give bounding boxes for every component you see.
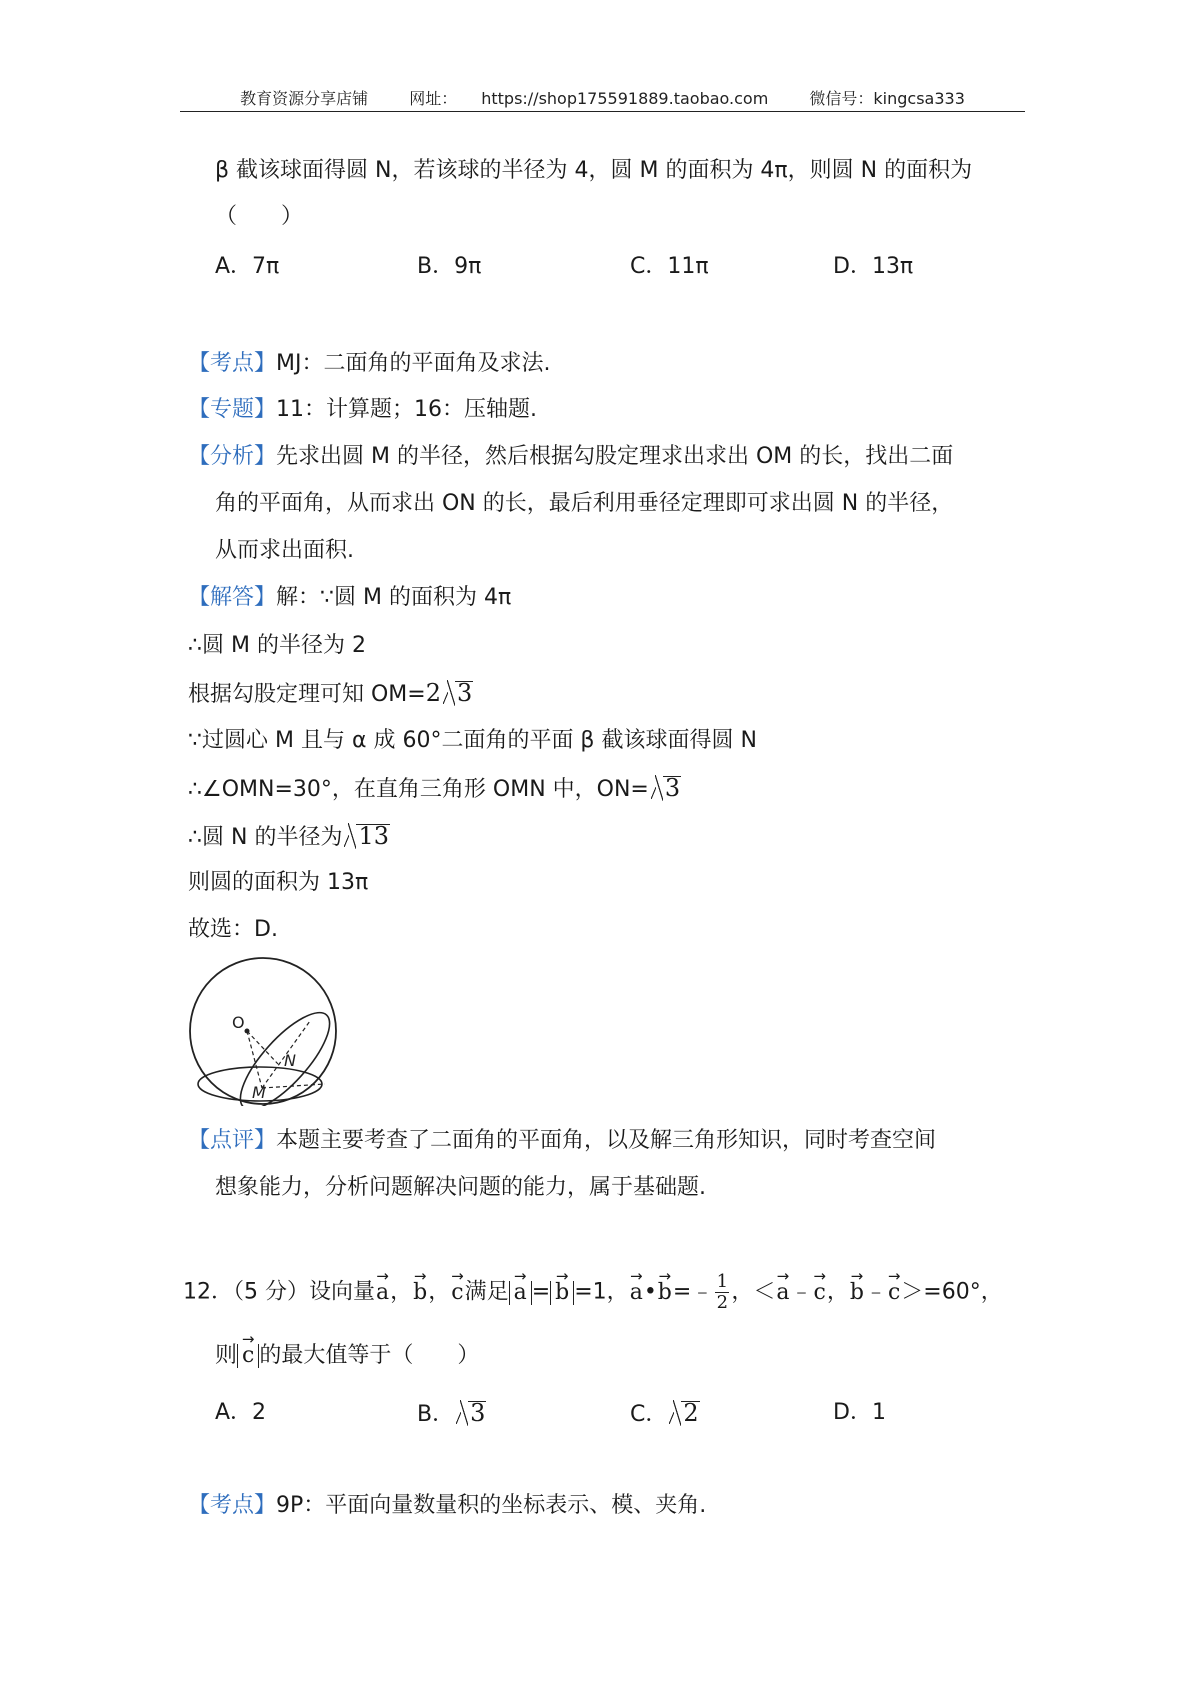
- frac-num: 1: [716, 1271, 729, 1292]
- solution-line-8: 故选：D.: [188, 917, 278, 942]
- abs-b-vector: → b: [554, 1281, 570, 1305]
- zhuanti-tag: 【专题】: [188, 397, 277, 422]
- equals-minus: =﹣: [672, 1279, 714, 1305]
- q12-option-d: D．1: [833, 1400, 886, 1425]
- q12-number: 12．（5 分）设向量: [183, 1279, 375, 1305]
- equals-one: =1，: [574, 1279, 629, 1305]
- equals-1: =: [531, 1279, 551, 1305]
- label-m: M: [252, 1083, 266, 1102]
- dianping-text-1: 本题主要考查了二面角的平面角，以及解三角形知识，同时考查空间: [276, 1128, 937, 1153]
- minus-2: ﹣: [864, 1279, 887, 1305]
- angle-open: ＜: [753, 1279, 776, 1305]
- om-text: 根据勾股定理可知 OM=: [188, 682, 426, 707]
- fenxi-text-2: 角的平面角，从而求出 ON 的长，最后利用垂径定理即可求出圆 N 的半径，: [215, 491, 954, 516]
- sep-3: ，: [826, 1279, 849, 1305]
- dianping-tag: 【点评】: [188, 1128, 277, 1153]
- jieda-line: [188, 583, 511, 613]
- q11-option-d: D．13π: [833, 254, 914, 279]
- kaodian-line: [188, 349, 550, 379]
- q12-option-c: [630, 1398, 699, 1430]
- sqrt-13: 13: [344, 821, 389, 851]
- frac-den: 2: [716, 1292, 729, 1313]
- comma: ，: [731, 1279, 754, 1305]
- label-o: O: [232, 1013, 245, 1032]
- label-n: N: [284, 1051, 296, 1070]
- angle-c1: → c: [813, 1273, 827, 1313]
- q12-option-b: [417, 1398, 485, 1430]
- q12-line-2: [215, 1340, 479, 1372]
- abs-c-vector: → c: [241, 1344, 255, 1368]
- om-coef: 2: [425, 679, 442, 707]
- zhuanti-text: 11：计算题；16：压轴题.: [276, 397, 537, 422]
- q12-kaodian-line: [188, 1491, 706, 1521]
- abs-c: [237, 1344, 259, 1368]
- header-divider: [180, 111, 1025, 112]
- fenxi-tag: 【分析】: [188, 444, 277, 469]
- jieda-text: 解：∵圆 M 的面积为 4π: [276, 585, 512, 610]
- dianping-text-2: 想象能力，分析问题解决问题的能力，属于基础题.: [215, 1175, 706, 1200]
- abs-b: [550, 1281, 574, 1305]
- minus-1: ﹣: [790, 1279, 813, 1305]
- sphere-figure: [180, 956, 350, 1106]
- center-o-dot: [245, 1029, 250, 1034]
- radius-n-text: ∴圆 N 的半径为: [188, 825, 343, 850]
- solution-line-7: 则圆的面积为 13π: [188, 870, 369, 895]
- site-label: 网址：: [409, 89, 458, 108]
- zhuanti-line: [188, 395, 537, 425]
- vector-b: → b: [412, 1273, 428, 1313]
- fenxi-text-3: 从而求出面积.: [215, 538, 354, 563]
- kaodian-text: MJ：二面角的平面角及求法.: [276, 351, 551, 376]
- q11-paren: （ ）: [215, 204, 304, 229]
- vector-c: → c: [450, 1273, 464, 1313]
- fenxi-text-1: 先求出圆 M 的半径，然后根据勾股定理求出求出 OM 的长，找出二面: [276, 444, 954, 469]
- dot-a: → a: [629, 1273, 644, 1313]
- sep-2: ，: [428, 1279, 451, 1305]
- solution-line-2: ∴圆 M 的半径为 2: [188, 633, 366, 658]
- q11-stem: β 截该球面得圆 N，若该球的半径为 4，圆 M 的面积为 4π，则圆 N 的面积为: [215, 158, 973, 183]
- sqrt-3-om: 3: [443, 678, 472, 708]
- on-text: ∴∠OMN=30°，在直角三角形 OMN 中，ON=: [188, 777, 649, 802]
- sqrt-3-on: 3: [651, 773, 680, 803]
- page-header: [180, 86, 1025, 109]
- fraction-half: [715, 1272, 729, 1313]
- solution-line-6: [188, 821, 389, 853]
- fenxi-line: [188, 442, 953, 472]
- opt-c-prefix: C．: [630, 1402, 668, 1427]
- dot-symbol: •: [643, 1279, 657, 1305]
- dot-b: → b: [657, 1273, 673, 1313]
- angle-a: → a: [775, 1273, 790, 1313]
- site-url: https://shop175591889.taobao.com: [481, 89, 769, 108]
- kaodian-tag: 【考点】: [188, 351, 277, 376]
- max-value-text: 的最大值等于（ ）: [259, 1343, 480, 1368]
- angle-close: ＞=60°，: [901, 1279, 1003, 1305]
- om-segment: [247, 1031, 262, 1088]
- satisfy-text: 满足: [464, 1279, 509, 1305]
- opt-c-sqrt: 2: [669, 1398, 698, 1428]
- q12-kaodian-tag: 【考点】: [188, 1493, 277, 1518]
- abs-a-vector: → a: [513, 1281, 528, 1305]
- ze-text: 则: [215, 1343, 238, 1368]
- solution-line-5: [188, 773, 680, 805]
- q11-option-c: C．11π: [630, 254, 709, 279]
- shop-name: 教育资源分享店铺: [240, 89, 369, 108]
- sep-1: ，: [390, 1279, 413, 1305]
- q12-option-a: A．2: [215, 1400, 267, 1425]
- q11-option-a: A．7π: [215, 254, 280, 279]
- abs-a: [509, 1281, 532, 1305]
- wechat-id: 微信号：kingcsa333: [809, 89, 965, 108]
- opt-b-prefix: B．: [417, 1402, 455, 1427]
- jieda-tag: 【解答】: [188, 585, 277, 610]
- angle-c2: → c: [887, 1273, 901, 1313]
- angle-b: → b: [849, 1273, 865, 1313]
- dianping-line: [188, 1126, 936, 1156]
- vector-a: → a: [375, 1273, 390, 1313]
- q12-stem: [183, 1272, 1003, 1313]
- opt-b-sqrt: 3: [456, 1398, 485, 1428]
- q12-kaodian-text: 9P：平面向量数量积的坐标表示、模、夹角.: [276, 1493, 707, 1518]
- solution-line-3: [188, 678, 472, 710]
- q11-option-b: B．9π: [417, 254, 482, 279]
- solution-line-4: ∵过圆心 M 且与 α 成 60°二面角的平面 β 截该球面得圆 N: [188, 728, 757, 753]
